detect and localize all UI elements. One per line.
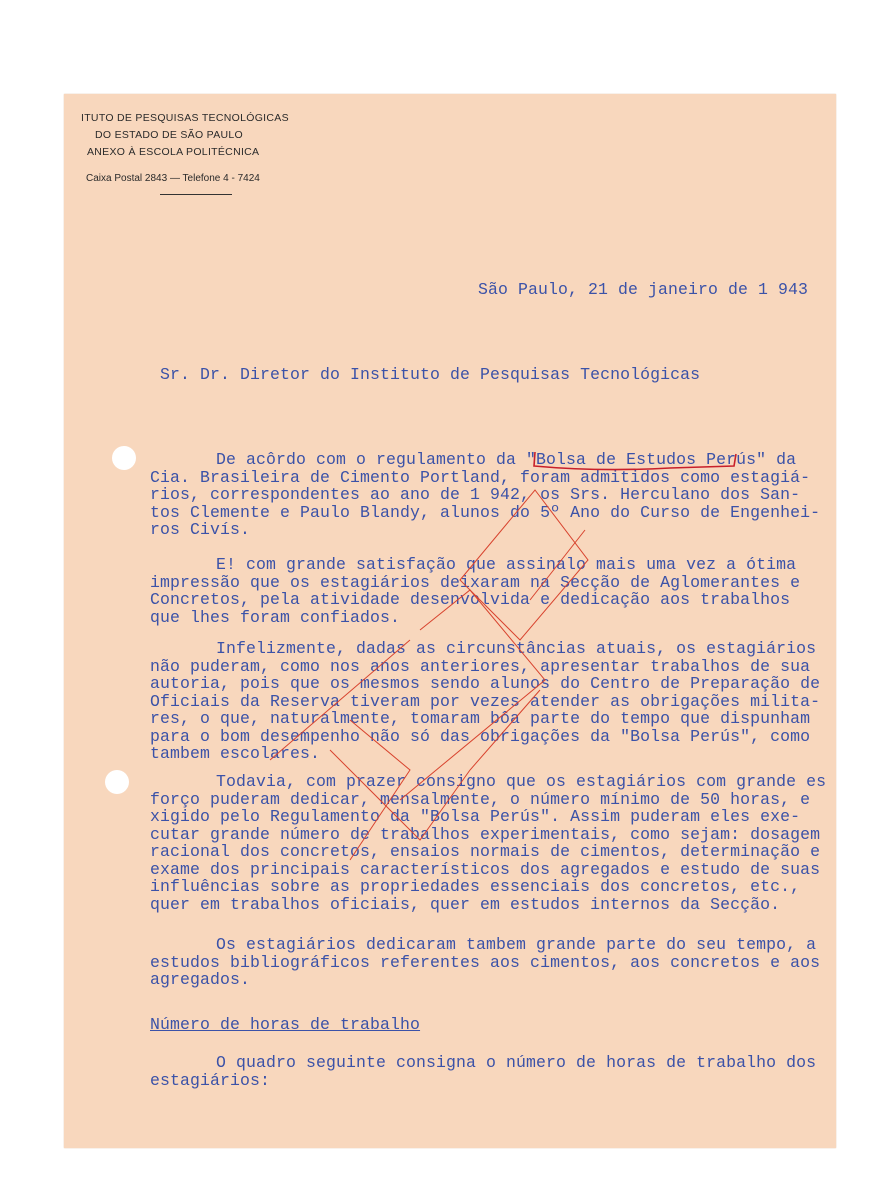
- text-line: tambem escolares.: [150, 744, 321, 763]
- closing-paragraph: [150, 1054, 816, 1089]
- text-line: estudos bibliográficos referentes aos cimentos, aos concretos e aos: [150, 952, 821, 972]
- text-line: forço puderam dedicar, mensalmente, o número mínimo de 50 horas, e: [150, 789, 811, 809]
- text-line: O quadro seguinte consigna o número de horas de trabalho dos: [216, 1053, 817, 1072]
- letterhead-rule: [160, 194, 232, 195]
- text-line: rios, correspondentes ao ano de 1 942, os Srs. Herculano dos San-: [150, 485, 801, 504]
- paragraph-3: [150, 640, 820, 763]
- text-line: não puderam, como nos anos anteriores, apresentar trabalhos de sua: [150, 656, 811, 676]
- text-line: Cia. Brasileira de Cimento Portland, foram admitidos como estagiá-: [150, 467, 811, 487]
- text-line: para o bom desempenho não só das obrigações da "Bolsa Perús", como: [150, 726, 811, 746]
- section-heading: Número de horas de trabalho: [150, 1015, 421, 1034]
- text-line: que lhes foram confiados.: [150, 607, 401, 627]
- letterhead-state: DO ESTADO DE SÃO PAULO: [95, 129, 243, 141]
- text-line: quer em trabalhos oficiais, quer em estudos internos da Secção.: [150, 894, 781, 914]
- text-line: racional dos concretos, ensaios normais de cimentos, determinação e: [150, 842, 821, 861]
- text-line: Todavia, com prazer consigno que os estagiários com grande es: [216, 772, 827, 791]
- punch-hole: [112, 446, 136, 470]
- paragraph-5: [150, 936, 820, 989]
- letter-salutation: Sr. Dr. Diretor do Instituto de Pesquisas Tecnológicas: [160, 365, 701, 384]
- letterhead-annex: ANEXO À ESCOLA POLITÉCNICA: [87, 146, 260, 158]
- paragraph-2: [150, 556, 800, 626]
- paragraph-1: [150, 451, 820, 539]
- text-line: autoria, pois que os mesmos sendo alunos do Centro de Preparação de: [150, 674, 821, 693]
- letter-date: São Paulo, 21 de janeiro de 1 943: [478, 280, 809, 299]
- text-line: cutar grande número de trabalhos experimentais, como sejam: dosagem: [150, 824, 821, 844]
- letterhead-institute: ITUTO DE PESQUISAS TECNOLÓGICAS: [81, 112, 289, 124]
- text-line: estagiários:: [150, 1070, 271, 1090]
- text-line: E! com grande satisfação que assinalo mais uma vez a ótima: [216, 555, 797, 574]
- text-line: xigido pelo Regulamento da "Bolsa Perús". Assim puderam eles exe-: [150, 807, 801, 826]
- letterhead-contact: Caixa Postal 2843 — Telefone 4 - 7424: [86, 173, 260, 184]
- text-line: influências sobre as propriedades essenciais dos concretos, etc.,: [150, 877, 801, 896]
- text-line: Concretos, pela atividade desenvolvida e dedicação aos trabalhos: [150, 590, 791, 609]
- text-line: Oficiais da Reserva tiveram por vezes atender as obrigações milita-: [150, 691, 821, 711]
- text-line: De acôrdo com o regulamento da "Bolsa de Estudos Perús" da: [216, 450, 797, 469]
- text-line: ros Civís.: [150, 520, 251, 539]
- text-line: Infelizmente, dadas as circunstâncias atuais, os estagiários: [216, 639, 817, 658]
- text-line: tos Clemente e Paulo Blandy, alunos do 5º Ano do Curso de Engenhei-: [150, 502, 821, 522]
- text-line: exame dos principais característicos dos agregados e estudo de suas: [150, 859, 821, 879]
- text-line: Os estagiários dedicaram tambem grande parte do seu tempo, a: [216, 935, 817, 954]
- text-line: res, o que, naturalmente, tomaram bôa parte do tempo que dispunham: [150, 709, 811, 728]
- paragraph-4: [150, 773, 826, 913]
- text-line: agregados.: [150, 970, 251, 989]
- punch-hole: [105, 770, 129, 794]
- text-line: impressão que os estagiários deixaram na Secção de Aglomerantes e: [150, 572, 801, 592]
